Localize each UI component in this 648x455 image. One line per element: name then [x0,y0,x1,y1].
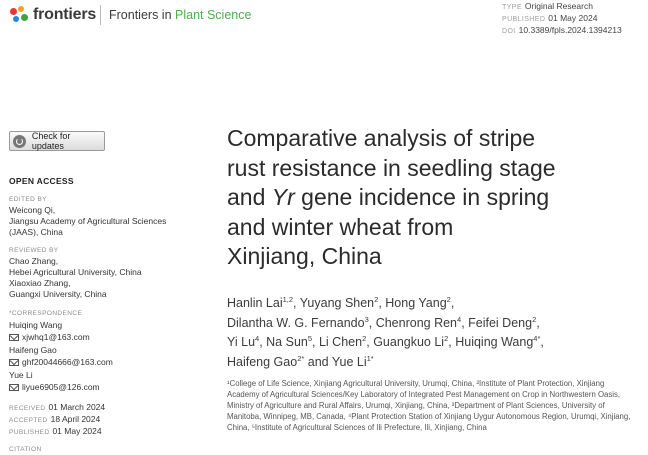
date-key: RECEIVED [9,405,46,412]
author-separator: , [450,296,455,310]
title-line: rust resistance in seedling stage [227,154,556,181]
author-affiliation-mark: 1* [366,353,374,363]
open-access-label: OPEN ACCESS [9,176,74,186]
mail-icon [9,359,19,366]
author-name[interactable]: Hong Yang [385,296,447,310]
author-name[interactable]: Yi Lu [227,335,256,349]
meta-value: 01 May 2024 [548,13,598,23]
author-affiliation-mark: 2* [297,353,305,363]
author-separator: , [536,315,540,330]
title-fragment: gene incidence in spring [294,184,550,210]
brand-name: frontiers [33,6,97,23]
affiliations: ¹College of Life Science, Xinjiang Agricultural University, Urumqi, China, ²Institute of Plant Protection, Xinjiang Academy of Agricultural Sciences/Key Laboratory of Integrated Pest Management on Crop in Northwestern Oasis, Ministry of Agriculture and Rural Affairs, Urumqi, Xinjiang, China, ³Department of Plant Sciences, University of Manitoba, Winnipeg, MB, Canada, ⁴Plant Protection Station of Xinjiang Uygur Autonomous Region, Urumqi, Xinjiang, China, ⁵Institute of Agricultural Sciences of Ili Prefecture, Ili, Xinjiang, China [227,379,631,432]
author-affiliation-mark: 4 [255,334,260,343]
title-gene-name: Yr [271,184,295,210]
author-name[interactable]: Feifei Deng [468,315,533,330]
email-link[interactable]: xjwhq1@163.com [22,332,90,342]
email-link[interactable]: liyue6905@126.com [22,382,100,392]
reviewed-by-heading: REVIEWED BY [9,247,59,254]
date-value: 01 May 2024 [52,426,102,436]
author-separator: , [293,296,300,310]
doi-link[interactable]: 10.3389/fpls.2024.1394213 [518,25,622,35]
citation-heading: CITATION [9,446,42,453]
author-separator: , [368,315,376,330]
frontiers-logo-icon [9,5,31,25]
author-affiliation-mark: 2 [446,295,451,304]
meta-value: Original Research [524,1,593,11]
meta-type [502,1,593,11]
author-name[interactable]: Dilantha W. G. Fernando [227,315,365,330]
correspondent-name: Yue Li [9,370,33,380]
editor-line: (JAAS), China [9,227,63,237]
correspondent-name: Huiqing Wang [9,320,63,330]
author-name[interactable]: Huiqing Wang [455,335,534,349]
editor-line: Jiangsu Academy of Agricultural Sciences [9,216,167,226]
author-name[interactable]: Li Chen [318,335,363,349]
journal-accent: Plant Science [175,8,252,22]
article-title [227,124,632,272]
correspondence-heading: *CORRESPONDENCE [9,310,83,317]
mail-icon [9,384,19,391]
author-list [227,294,632,372]
edited-by-heading: EDITED BY [9,196,47,203]
refresh-icon [13,135,26,148]
author-separator: , [448,335,456,349]
check-for-updates-button[interactable] [9,131,105,151]
author-affiliation-mark: 2 [444,334,449,343]
author-name[interactable]: Yue Li [331,354,367,369]
author-separator: , [259,335,267,349]
journal-prefix: Frontiers in [109,8,175,22]
author-name[interactable]: Haifeng Gao [227,354,298,369]
author-name[interactable]: Yuyang Shen [299,296,375,310]
meta-published [502,13,597,23]
meta-doi[interactable] [502,25,622,35]
author-affiliation-mark: 5 [307,334,313,343]
title-line: Xinjiang, China [227,243,382,269]
author-name[interactable]: Hanlin Lai [227,296,283,310]
journal-name[interactable] [109,8,251,22]
date-key: PUBLISHED [9,429,50,436]
author-affiliation-mark: 3 [364,314,369,324]
reviewer-line: Chao Zhang, [9,256,59,266]
author-affiliation-mark: 2 [374,295,379,304]
reviewer-line: Xiaoxiao Zhang, [9,278,71,288]
correspondent-email[interactable] [9,357,113,367]
author-affiliation-mark: 2 [532,314,537,324]
author-name[interactable]: Guangkuo Li [373,335,445,349]
author-separator: , [366,335,374,349]
author-affiliation-mark: 2 [362,334,367,343]
correspondent-email[interactable] [9,332,90,342]
reviewer-line: Guangxi University, China [9,289,107,299]
meta-key: PUBLISHED [502,16,546,23]
published-date [9,426,102,436]
correspondent-name: Haifeng Gao [9,345,57,355]
date-key: ACCEPTED [9,417,48,424]
date-value: 18 April 2024 [50,414,101,424]
title-line: Comparative analysis of stripe [227,125,536,151]
received-date [9,402,105,412]
author-separator: , [461,315,469,330]
date-value: 01 March 2024 [48,402,106,412]
title-line: and winter wheat from [227,213,454,240]
frontiers-logo[interactable] [9,4,96,26]
author-separator: , [540,335,544,349]
meta-key: TYPE [502,4,522,11]
correspondent-email[interactable] [9,382,100,392]
reviewer-line: Hebei Agricultural University, China [9,267,142,277]
author-affiliation-mark: 1,2 [282,295,294,304]
email-link[interactable]: ghf20044666@163.com [22,357,113,367]
title-line [227,183,632,213]
author-affiliation-mark: 4 [457,314,462,324]
author-separator: and [304,354,332,369]
check-for-updates-label: Check for updates [31,131,71,151]
author-separator: , [378,296,386,310]
accepted-date [9,414,100,424]
author-separator: , [312,335,319,349]
author-name[interactable]: Na Sun [266,335,308,349]
meta-key: DOI [502,28,516,35]
editor-line: Weicong Qi, [9,205,56,215]
author-name[interactable]: Chenrong Ren [375,315,458,330]
mail-icon [9,334,19,341]
title-fragment: and [227,184,272,210]
header-divider [100,5,101,25]
author-affiliation-mark: 4* [533,334,541,343]
